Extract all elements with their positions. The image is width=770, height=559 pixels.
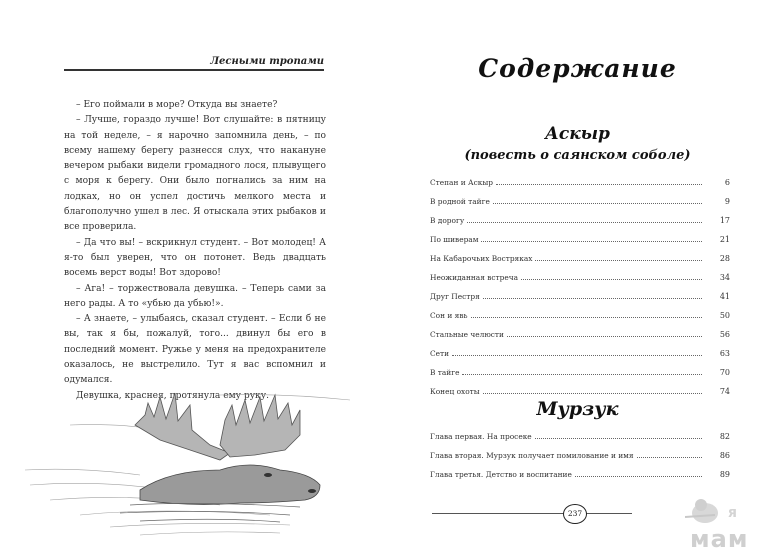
toc-entry-title: В родной тайге [430,197,490,206]
running-head: Лесными тропами [210,56,324,67]
leader-dots [535,260,702,261]
toc-entry-title: В тайге [430,368,460,377]
toc-entry-page: 70 [719,368,730,377]
toc-entry-page: 34 [719,273,730,282]
toc-entry[interactable] [430,292,730,311]
leader-dots [507,336,702,337]
toc-entry-title: Конец охоты [430,387,480,396]
leader-dots [483,298,702,299]
toc-entry[interactable] [430,273,730,292]
toc-entry-page: 74 [719,387,730,396]
toc-entry[interactable] [430,178,730,197]
body-text [64,98,326,404]
right-page [385,0,770,559]
leader-dots [483,393,702,394]
leader-dots [637,457,702,458]
leader-dots [521,279,702,280]
toc-entry-title: По шиверам [430,235,479,244]
toc-entry-page: 82 [719,432,730,441]
toc-entry[interactable] [430,254,730,273]
paragraph: – Лучше, гораздо лучше! Вот слушайте: в пятницу на той неделе, – я нарочно запомнила день, – по всему нашему берегу разнесся слух, что накануне вечером рыбаки видели громадного лося, плывущего с моря к берегу. Они было погнались за ним на лодках, но он успел достичь мелкого места и благополучно ушел в лес. Я отыскала этих рыбаков и все проверила. [64,115,326,233]
toc-entry-page: 63 [719,349,730,358]
toc-entry-page: 50 [719,311,730,320]
toc-entry-page: 56 [719,330,730,339]
toc-list-murzuk [430,432,730,489]
toc-entry-page: 6 [724,178,730,187]
watermark-text: мам [690,525,749,553]
section-title-askyr: Аскыр [545,124,610,144]
moose-illustration [20,375,360,545]
leader-dots [471,317,702,318]
toc-entry-title: На Кабарочьих Востряках [430,254,533,263]
toc-entry-title: В дорогу [430,216,465,225]
leader-dots [575,476,702,477]
toc-entry[interactable] [430,235,730,254]
toc-entry-page: 86 [719,451,730,460]
toc-entry-page: 9 [724,197,730,206]
toc-entry-page: 21 [719,235,730,244]
toc-entry[interactable] [430,432,730,451]
section-title-murzuk: Мурзук [536,398,619,420]
paragraph: – Его поймали в море? Откуда вы знаете? [76,100,278,110]
toc-entry-title: Степан и Аскыр [430,178,493,187]
toc-entry[interactable] [430,368,730,387]
leader-dots [481,241,702,242]
toc-entry[interactable] [430,330,730,349]
leader-dots [496,184,702,185]
toc-entry[interactable] [430,349,730,368]
paragraph: – Ага! – торжествовала девушка. – Теперь сами за него рады. А то «убью да убью!». [64,283,326,309]
toc-entry[interactable] [430,470,730,489]
page-number: 237 [563,504,587,524]
toc-entry-title: Друг Пестря [430,292,480,301]
toc-entry-title: Сон и явь [430,311,468,320]
toc-list-askyr [430,178,730,406]
footer-rule [432,513,632,514]
toc-entry-page: 17 [719,216,730,225]
toc-entry-title: Глава первая. На просеке [430,432,532,441]
leader-dots [452,355,702,356]
toc-entry-page: 41 [719,292,730,301]
toc-entry[interactable] [430,311,730,330]
toc-entry[interactable] [430,216,730,235]
toc-entry-page: 89 [719,470,730,479]
section-subtitle: (повесть о саянском соболе) [464,148,691,163]
leader-dots [535,438,702,439]
header-rule [64,69,324,71]
toc-entry-title: Глава третья. Детство и воспитание [430,470,572,479]
toc-title: Содержание [478,54,677,83]
toc-entry-title: Глава вторая. Мурзук получает помилование и имя [430,451,634,460]
leader-dots [467,222,702,223]
toc-entry-title: Сети [430,349,450,358]
watermark-text-top: я [728,505,737,521]
toc-entry[interactable] [430,197,730,216]
paragraph: – Да что вы! – вскрикнул студент. – Вот молодец! А я-то был уверен, что он потонет. Ведь двадцать восемь верст воды! Вот здорово! [64,237,326,279]
toc-entry-page: 28 [719,254,730,263]
leader-dots [493,203,702,204]
toc-entry[interactable] [430,451,730,470]
paragraph: – А знаете, – улыбаясь, сказал студент. – Если б не вы, так я бы, пожалуй, того... двинул бы его в последний момент. Ружье у меня на предохранителе оказалось, не выстрелило. Тут я вас вспомнил и одумался. [64,314,326,386]
paragraph: Девушка, краснея, протянула ему руку. [76,390,269,401]
leader-dots [462,374,702,375]
toc-entry-title: Стальные челюсти [430,330,504,339]
toc-entry-title: Неожиданная встреча [430,273,519,282]
